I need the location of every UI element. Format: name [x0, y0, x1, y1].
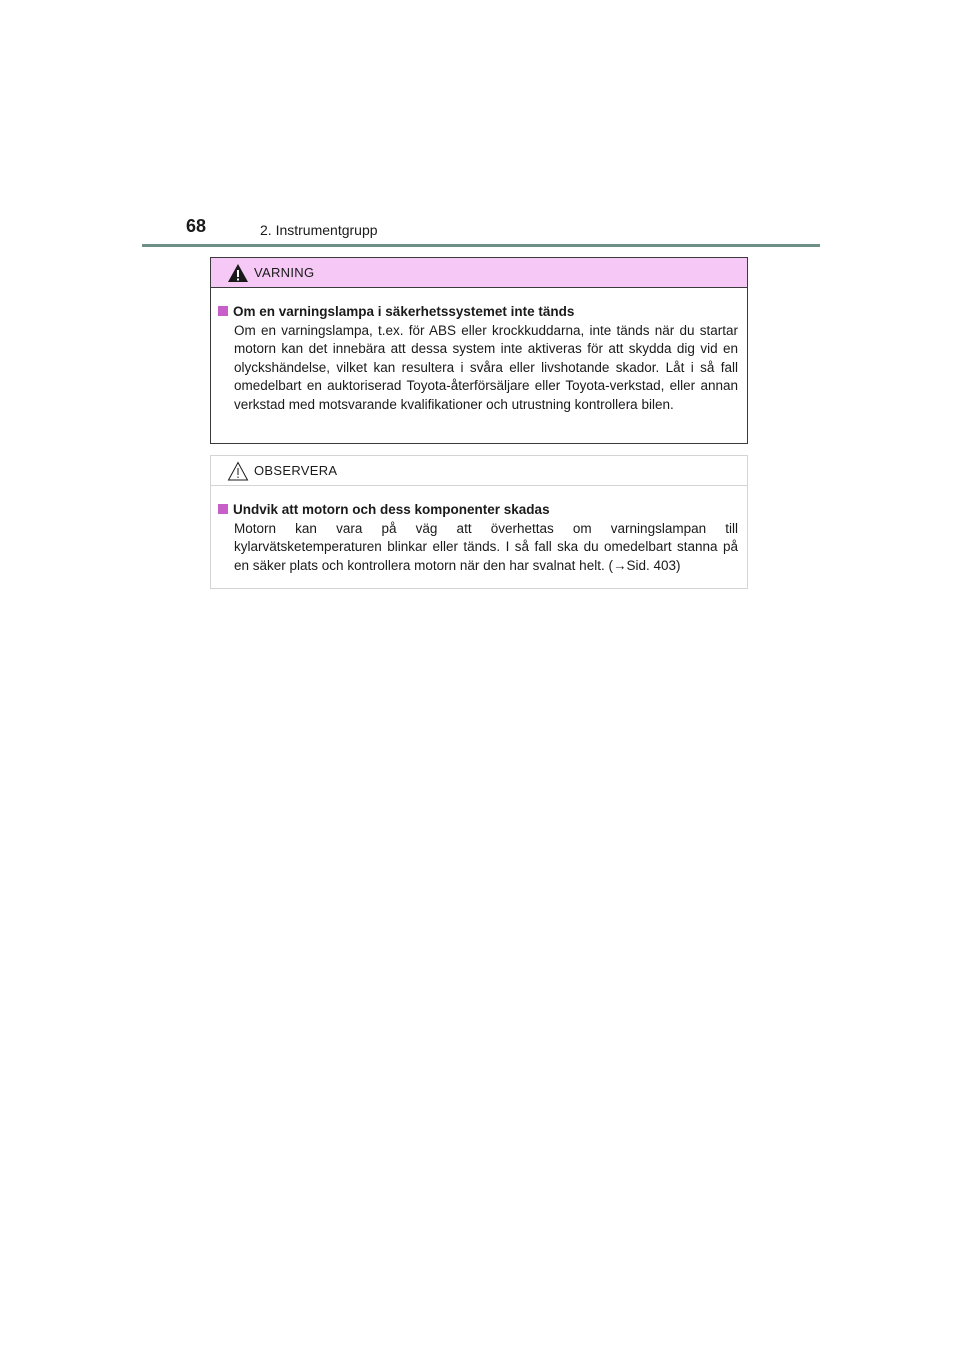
notice-item-text: Motorn kan vara på väg att överhettas om varningslampan till kylarvätsketemperaturen blinkar eller tänds. I så fall ska du omedelbart stanna på en säker plats och kontrollera motorn när den har svalnat helt. (→Sid. 403) — [234, 521, 738, 573]
notice-box — [210, 455, 748, 589]
section-title: 2. Instrumentgrupp — [260, 222, 378, 238]
warning-triangle-icon — [227, 262, 249, 284]
square-bullet-icon — [218, 504, 228, 514]
warning-item-title — [218, 302, 738, 320]
caution-triangle-icon — [227, 460, 249, 482]
warning-body — [211, 288, 747, 414]
notice-item-title-text: Undvik att motorn och dess komponenter skadas — [233, 501, 550, 517]
page-number: 68 — [186, 216, 207, 236]
notice-item-title — [218, 500, 738, 518]
warning-header — [211, 258, 747, 288]
square-bullet-icon — [218, 306, 228, 316]
warning-item-title-text: Om en varningslampa i säkerhetssystemet inte tänds — [233, 303, 575, 319]
notice-body — [211, 486, 747, 575]
notice-label: OBSERVERA — [254, 463, 338, 478]
warning-box — [210, 257, 748, 444]
warning-item-text: Om en varningslampa, t.ex. för ABS eller krockkuddarna, inte tänds när du startar motorn kan det innebära att dessa system inte aktiveras för att skydda dig vid en olyckshändelse, vilket kan resultera i svåra eller livshotande skador. Låt i så fall omedelbart en auktoriserad Toyota-återförsäljare eller Toyota-verkstad, eller annan verkstad med motsvarande kvalifikationer och utrustning kontrollera bilen. — [234, 323, 738, 412]
header-divider — [142, 244, 820, 247]
warning-label: VARNING — [254, 265, 315, 280]
page-header — [186, 216, 820, 246]
notice-header — [211, 456, 747, 486]
